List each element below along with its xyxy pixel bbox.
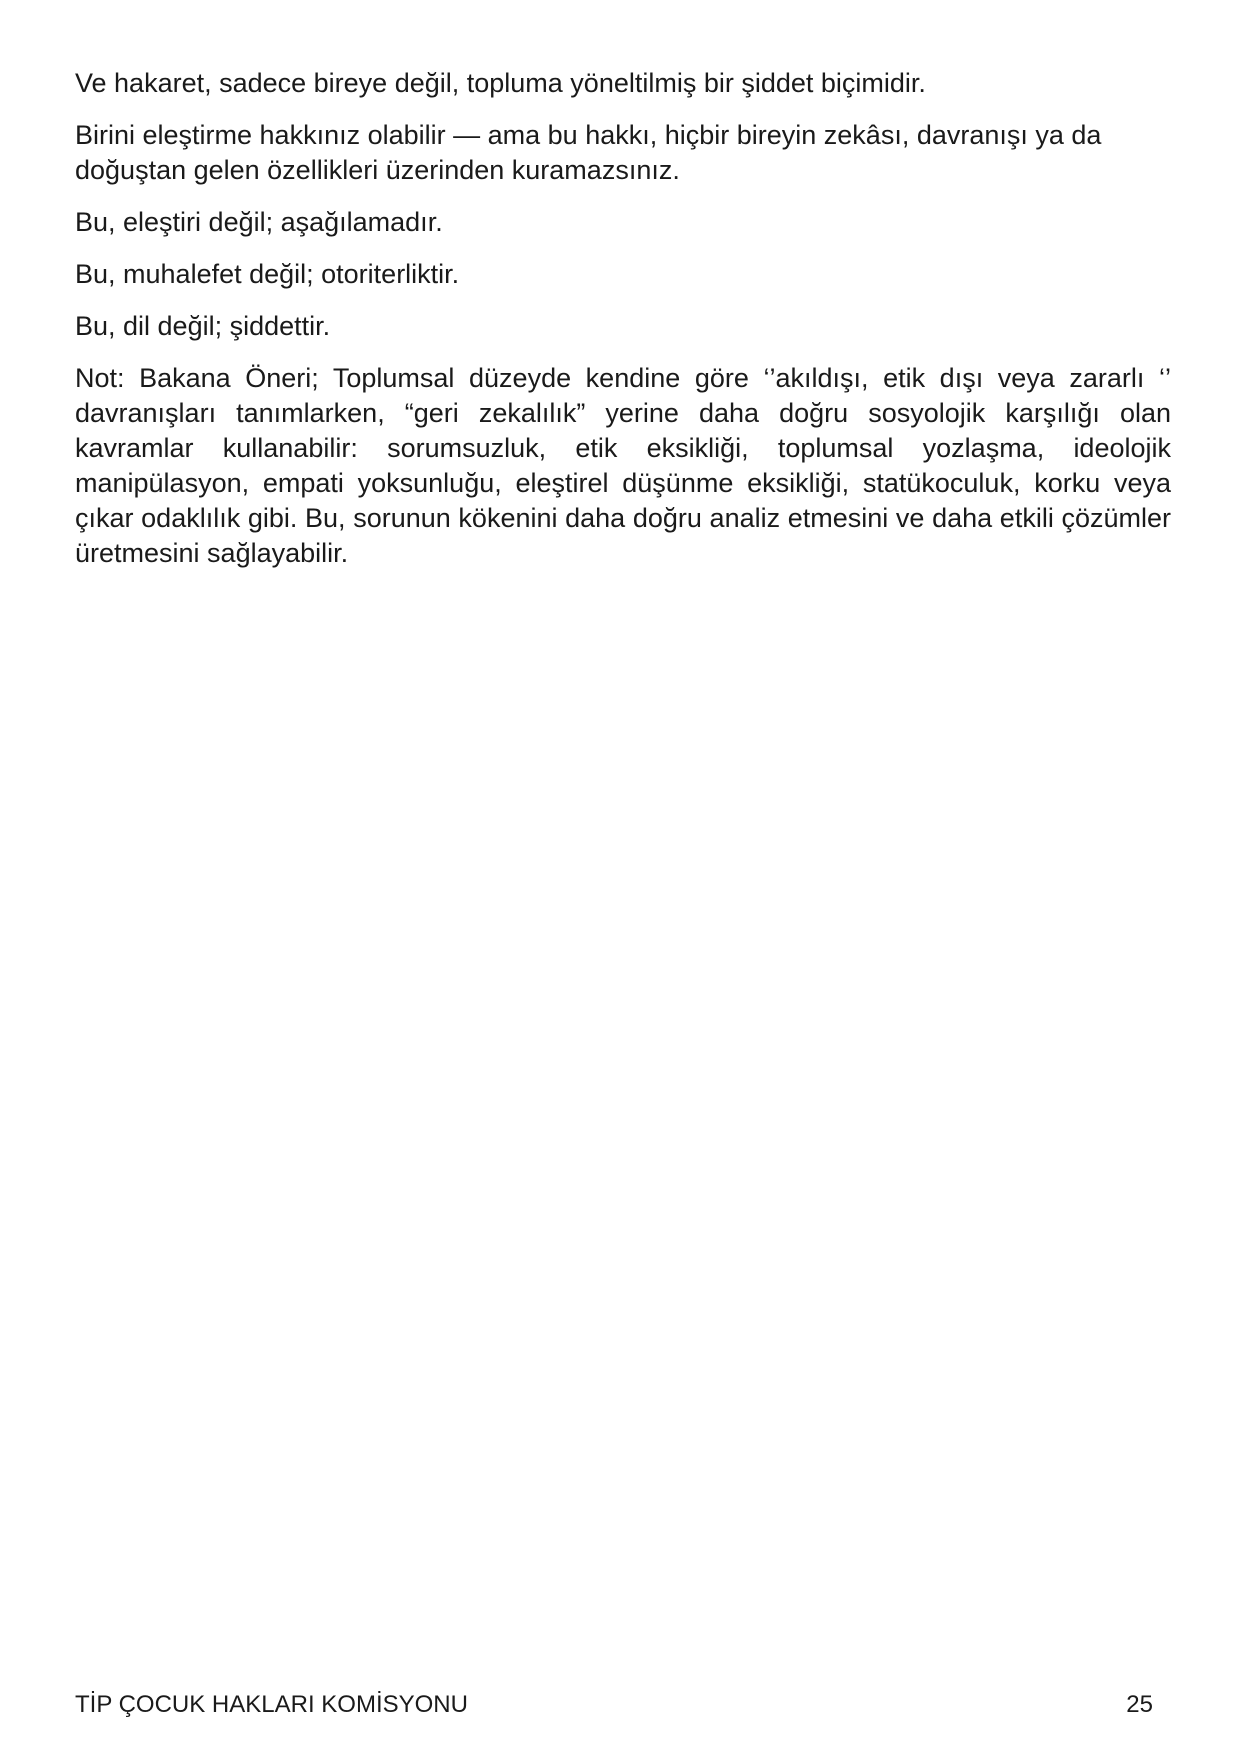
paragraph-violence: Bu, dil değil; şiddettir. [75,311,331,341]
paragraph-criticism-right: Birini eleştirme hakkınız olabilir — ama bu hakkı, hiçbir bireyin zekâsı, davranışı ya da doğuştan gelen özellikleri üzerinden kuramazsınız. [75,120,1102,185]
page-footer [75,1690,1153,1720]
paragraph-humiliation: Bu, eleştiri değil; aşağılamadır. [75,207,443,237]
paragraph-insult: Ve hakaret, sadece bireye değil, topluma yöneltilmiş bir şiddet biçimidir. [75,68,926,98]
paragraph-note: Not: Bakana Öneri; Toplumsal düzeyde kendine göre ‘’akıldışı, etik dışı veya zararlı ‘’ davranışları tanımlarken, “geri zekalılık” yerine daha doğru sosyolojik karşılığı olan kavramlar kullanabilir: sorumsuzluk, etik eksikliği, toplumsal yozlaşma, ideolojik manipülasyon, empati yoksunluğu, eleştirel düşünme eksikliği, statükoculuk, korku veya çıkar odaklılık gibi. Bu, sorunun kökenini daha doğru analiz etmesini ve daha etkili çözümler üretmesini sağlayabilir. [75,363,1171,568]
document-body [75,66,1171,588]
footer-organization: TİP ÇOCUK HAKLARI KOMİSYONU [75,1691,468,1718]
paragraph-authoritarianism: Bu, muhalefet değil; otoriterliktir. [75,259,460,289]
page-number: 25 [1126,1691,1153,1718]
